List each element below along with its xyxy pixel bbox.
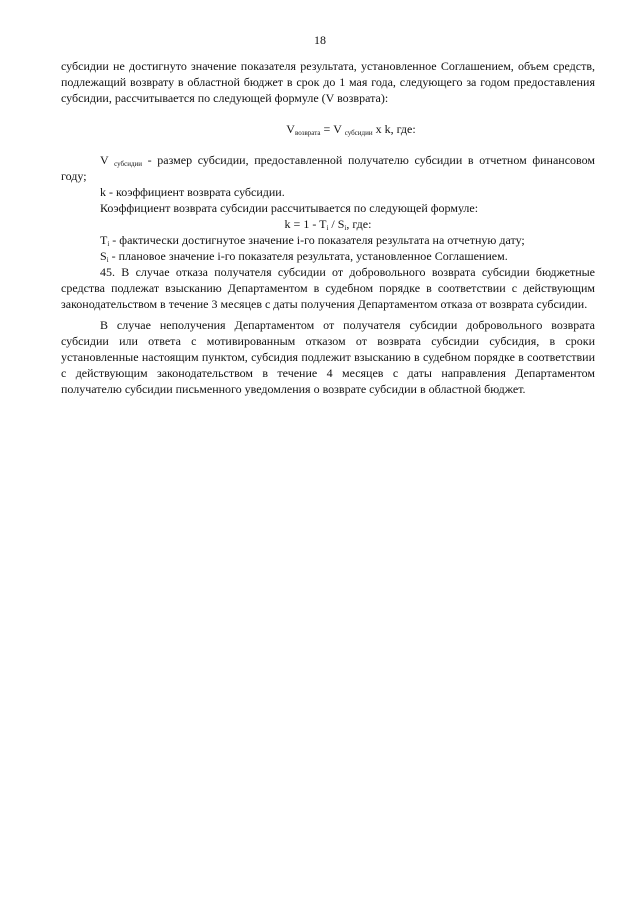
formula-return-volume — [61, 121, 595, 137]
formula-sub-subsidy: субсидии — [344, 129, 373, 137]
formula-eq: = V — [320, 122, 345, 136]
formula-rest: x k, где: — [372, 122, 416, 136]
def-v-symbol: V — [100, 153, 115, 167]
formula-v: V — [286, 122, 295, 136]
definition-t — [61, 232, 595, 248]
formula2-part2: / S — [328, 217, 345, 231]
def-t-text: - фактически достигнутое значение i-го показателя результата на отчетную дату; — [109, 233, 525, 247]
def-t-sub: i — [107, 240, 110, 248]
def-s-sub: i — [106, 256, 109, 264]
formula2-sub1: i — [326, 224, 329, 232]
paragraph-45: 45. В случае отказа получателя субсидии от добровольного возврата субсидии бюджетные средства подлежат взысканию Департаментом в судебном порядке в соответствии с действующим законодательством в течение 3 месяцев с даты получения Департаментом отказа от возврата субсидии. — [61, 265, 595, 311]
formula-sub-return: возврата — [294, 129, 321, 137]
formula2-part1: k = 1 - T — [284, 217, 327, 231]
page-number: 18 — [314, 33, 326, 47]
def-v-text: - размер субсидии, предоставленной получателю субсидии в отчетном финансовом году; — [61, 153, 595, 183]
def-t-symbol: T — [100, 233, 108, 247]
formula2-part3: , где: — [346, 217, 372, 231]
formula2-sub2: i — [344, 224, 347, 232]
definition-k: k - коэффициент возврата субсидии. — [100, 185, 285, 199]
coefficient-intro: Коэффициент возврата субсидии рассчитывается по следующей формуле: — [100, 201, 479, 215]
formula-coefficient — [61, 216, 595, 232]
def-s-text: - плановое значение i-го показателя результата, установленное Соглашением. — [108, 249, 508, 263]
paragraph-intro: субсидии не достигнуто значение показателя результата, установленное Соглашением, объем средств, подлежащий возврату в областной бюджет в срок до 1 мая года, следующего за годом предоставления субсидии, рассчитывается по следующей формуле (V возврата): — [61, 59, 595, 105]
def-s-symbol: S — [100, 249, 107, 263]
paragraph-non-receipt: В случае неполучения Департаментом от получателя субсидии добровольного возврата субсидии или ответа с мотивированным отказом от возврата субсидии субсидия, в сроки установленные настоящим пунктом, субсидия подлежит взысканию в судебном порядке в соответствии с действующим законодательством в течение 4 месяцев с даты направления Департаментом получателю субсидии письменного уведомления о возврате субсидии в областной бюджет. — [61, 318, 595, 396]
definition-v-subsidy — [61, 152, 595, 184]
document-body — [61, 58, 595, 397]
def-v-sub: субсидии — [114, 160, 142, 168]
definition-s — [61, 248, 595, 264]
